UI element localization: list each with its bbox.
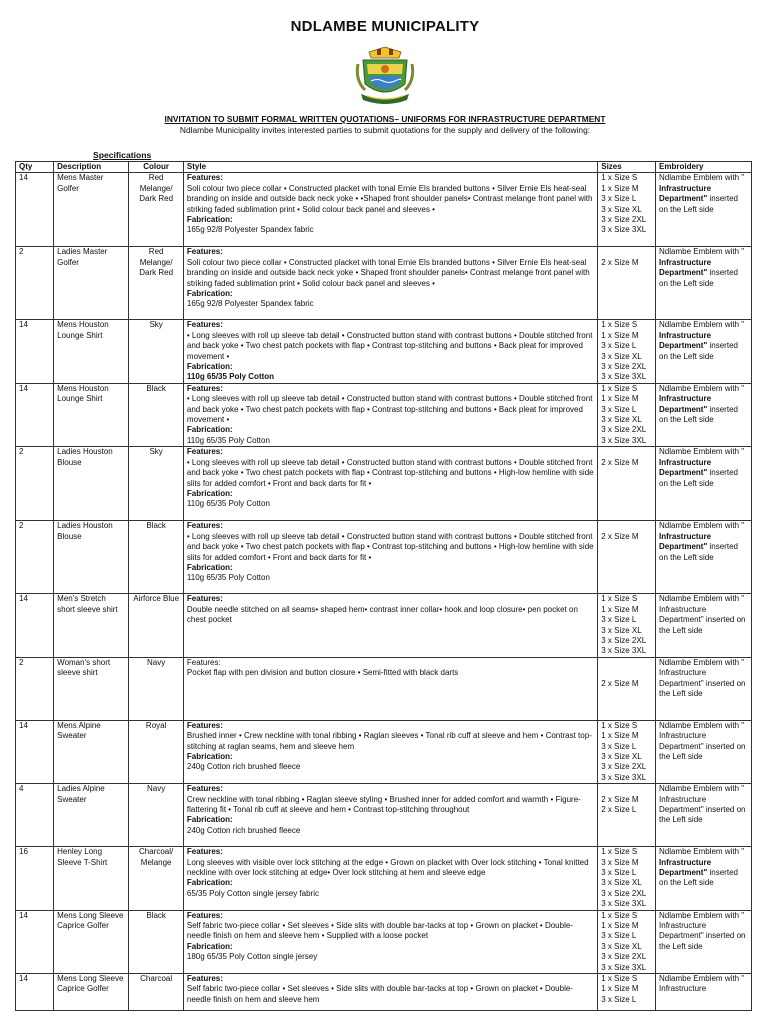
- style-text: Double needle stitched on all seams• shaped hem• contrast inner collar• hook and loop closure• pen pocket on chest pocket: [186, 604, 578, 625]
- size-line: 3 x Size L: [601, 341, 637, 351]
- fabrication-label: Fabrication:: [186, 362, 233, 372]
- table-row: [16, 784, 752, 847]
- description-cell: Men's Stretch short sleeve shirt: [54, 594, 129, 657]
- size-line: 1 x Size S: [601, 720, 638, 730]
- size-line: 3 x Size 3XL: [601, 435, 647, 445]
- header-qty: Qty: [16, 162, 54, 173]
- size-line: 3 x Size 3XL: [601, 646, 647, 656]
- intro-text: Ndlambe Municipality invites interested parties to submit quotations for the supply and delivery of the following:: [179, 125, 591, 135]
- embroidery-department: Infrastructure Department": [659, 604, 707, 625]
- page-title: NDLAMBE MUNICIPALITY: [290, 18, 480, 35]
- size-line: 3 x Size 2XL: [601, 888, 647, 898]
- header-description: Description: [54, 162, 129, 173]
- size-line: 3 x Size 2XL: [601, 952, 647, 962]
- style-cell: [183, 657, 597, 720]
- style-text: Pocket flap with pen division and button closure • Semi-fitted with black darts: [186, 668, 459, 678]
- description-cell: Mens Master Golfer: [54, 173, 129, 247]
- fabrication-label: Fabrication:: [186, 815, 233, 825]
- fabrication-label: Fabrication:: [186, 425, 233, 435]
- embroidery-prefix: Ndlambe Emblem with ": [659, 594, 745, 604]
- embroidery-placement: inserted on the Left side: [659, 615, 746, 635]
- colour-cell: Royal: [129, 720, 184, 783]
- style-cell: [183, 247, 597, 320]
- description-cell: Ladies Alpine Sweater: [54, 784, 129, 847]
- size-line: 3 x Size 2XL: [601, 762, 647, 772]
- qty-cell: 14: [16, 320, 54, 383]
- colour-cell: Red Melange/ Dark Red: [129, 247, 184, 320]
- qty-cell: 14: [16, 173, 54, 247]
- embroidery-cell: [656, 383, 752, 446]
- colour-cell: Black: [129, 910, 184, 973]
- embroidery-placement: inserted on the Left side: [659, 404, 738, 425]
- colour-cell: Black: [129, 521, 184, 594]
- size-line: 1 x Size M: [601, 984, 639, 994]
- description-cell: Ladies Houston Blouse: [54, 521, 129, 594]
- size-line: 3 x Size L: [601, 994, 637, 1004]
- size-line: 3 x Size XL: [601, 415, 642, 425]
- embroidery-cell: [656, 910, 752, 973]
- style-text: • Long sleeves with roll up sleeve tab detail • Constructed button stand with contrast buttons • Double stitched front and back yoke • Two chest patch pockets with flap • Contrast top-stitching and buttons • Back pleat for improved movement •: [186, 394, 593, 425]
- header-colour: Colour: [129, 162, 184, 173]
- sizes-cell: [598, 521, 656, 594]
- size-line: 1 x Size S: [601, 594, 638, 604]
- size-line: 3 x Size L: [601, 867, 637, 877]
- qty-cell: 14: [16, 383, 54, 446]
- style-text: • Long sleeves with roll up sleeve tab detail • Constructed button stand with contrast buttons • Double stitched front and back yoke • Two chest patch pockets with flap • Contrast top-stitching and buttons • Back pleat for improved movement •: [186, 330, 593, 361]
- description-cell: Henley Long Sleeve T-Shirt: [54, 847, 129, 910]
- style-text: • Long sleeves with roll up sleeve tab detail • Constructed button stand with contrast buttons • Double stitched front and back yoke • Two chest patch pockets with flap • Contrast top-stitching and buttons • High-low hemline with side slits for added comfort • Front and back darts for fit •: [186, 457, 594, 488]
- style-cell: [183, 720, 597, 783]
- description-cell: Mens Houston Lounge Shirt: [54, 383, 129, 446]
- size-line: 1 x Size S: [601, 910, 638, 920]
- embroidery-prefix: Ndlambe Emblem with ": [659, 521, 745, 531]
- size-line: 1 x Size S: [601, 974, 638, 984]
- header-style: Style: [183, 162, 597, 173]
- table-header-row: [16, 162, 752, 173]
- size-line: 3 x Size 3XL: [601, 225, 647, 235]
- colour-cell: Sky: [129, 320, 184, 383]
- sizes-cell: [598, 320, 656, 383]
- sizes-cell: [598, 974, 656, 1011]
- features-label: Features:: [186, 173, 223, 183]
- sizes-cell: [598, 594, 656, 657]
- sizes-cell: [598, 847, 656, 910]
- colour-cell: Navy: [129, 657, 184, 720]
- qty-cell: 2: [16, 447, 54, 521]
- table-row: [16, 594, 752, 657]
- style-cell: [183, 320, 597, 383]
- sizes-cell: [598, 784, 656, 847]
- features-label: Features:: [186, 594, 223, 604]
- qty-cell: 4: [16, 784, 54, 847]
- embroidery-department: Infrastructure Department": [659, 921, 707, 941]
- size-line: 3 x Size XL: [601, 878, 642, 888]
- embroidery-cell: [656, 784, 752, 847]
- size-line: 1 x Size M: [601, 330, 639, 340]
- size-line: 1 x Size M: [601, 731, 639, 741]
- features-label: Features:: [186, 974, 223, 984]
- size-line: 1 x Size S: [601, 320, 638, 330]
- table-row: [16, 847, 752, 910]
- embroidery-prefix: Ndlambe Emblem with ": [659, 847, 745, 857]
- size-line: 2 x Size M: [601, 678, 639, 688]
- size-line: 1 x Size M: [601, 183, 639, 193]
- size-line: 2 x Size M: [601, 794, 639, 804]
- embroidery-department: Infrastructure Department": [659, 731, 707, 751]
- features-label: Features:: [186, 247, 223, 257]
- size-line: 3 x Size XL: [601, 941, 642, 951]
- table-row: [16, 320, 752, 383]
- style-cell: [183, 974, 597, 1011]
- embroidery-department: Infrastructure Department": [659, 857, 712, 877]
- table-row: [16, 720, 752, 783]
- size-line: 3 x Size 3XL: [601, 962, 647, 972]
- fabrication-label: Fabrication:: [186, 215, 233, 225]
- embroidery-prefix: Ndlambe Emblem with ": [659, 974, 745, 984]
- sizes-cell: [598, 173, 656, 247]
- size-line: 3 x Size L: [601, 194, 637, 204]
- municipal-coat-of-arms-logo: [355, 46, 415, 108]
- embroidery-placement: inserted on the Left side: [659, 931, 746, 951]
- size-line: 3 x Size L: [601, 615, 637, 625]
- embroidery-prefix: Ndlambe Emblem with ": [659, 657, 745, 667]
- embroidery-prefix: Ndlambe Emblem with ": [659, 173, 745, 183]
- table-row: [16, 173, 752, 247]
- features-label: Features:: [186, 910, 223, 920]
- qty-cell: 2: [16, 657, 54, 720]
- qty-cell: 16: [16, 847, 54, 910]
- embroidery-department: Infrastructure Department": [659, 531, 712, 552]
- sizes-cell: [598, 910, 656, 973]
- embroidery-cell: [656, 657, 752, 720]
- size-line: 3 x Size L: [601, 741, 637, 751]
- size-line: 3 x Size 2XL: [601, 635, 647, 645]
- qty-cell: 14: [16, 594, 54, 657]
- size-line: 3 x Size 2XL: [601, 425, 647, 435]
- style-cell: [183, 847, 597, 910]
- size-line: 2 x Size L: [601, 804, 637, 814]
- size-line: 3 x Size 2XL: [601, 215, 647, 225]
- embroidery-prefix: Ndlambe Emblem with ": [659, 910, 745, 920]
- size-line: 1 x Size S: [601, 173, 638, 183]
- features-label: Features:: [186, 447, 223, 457]
- features-label: Features:: [186, 320, 223, 330]
- embroidery-cell: [656, 974, 752, 1011]
- embroidery-placement: inserted on the Left side: [659, 867, 738, 888]
- qty-cell: 2: [16, 521, 54, 594]
- qty-cell: 14: [16, 974, 54, 1011]
- embroidery-placement: inserted on the Left side: [659, 804, 746, 825]
- fabric-text: 180g 65/35 Poly Cotton single jersey: [186, 952, 318, 962]
- size-line: 3 x Size XL: [601, 351, 642, 361]
- size-line: 3 x Size M: [601, 857, 639, 867]
- embroidery-cell: [656, 320, 752, 383]
- sizes-cell: [598, 657, 656, 720]
- embroidery-department: Infrastructure Department": [659, 457, 712, 478]
- size-line: 2 x Size M: [601, 257, 639, 267]
- table-row: [16, 447, 752, 521]
- style-cell: [183, 383, 597, 446]
- style-cell: [183, 173, 597, 247]
- embroidery-placement: inserted on the Left side: [659, 468, 738, 488]
- fabrication-label: Fabrication:: [186, 488, 233, 498]
- size-line: 3 x Size XL: [601, 751, 642, 761]
- style-cell: [183, 521, 597, 594]
- colour-cell: Navy: [129, 784, 184, 847]
- embroidery-department: Infrastructure Department": [659, 794, 707, 814]
- colour-cell: Airforce Blue: [129, 594, 184, 657]
- invitation-heading: INVITATION TO SUBMIT FORMAL WRITTEN QUOTATIONS– UNIFORMS FOR INFRASTRUCTURE DEPARTMENT: [164, 114, 606, 124]
- qty-cell: 2: [16, 247, 54, 320]
- embroidery-placement: inserted on the Left side: [659, 678, 746, 698]
- size-line: 2 x Size M: [601, 457, 639, 467]
- fabrication-label: Fabrication:: [186, 941, 233, 951]
- table-row: [16, 974, 752, 1011]
- embroidery-department: Infrastructure: [659, 984, 707, 994]
- embroidery-cell: [656, 594, 752, 657]
- embroidery-prefix: Ndlambe Emblem with ": [659, 320, 745, 330]
- size-line: 1 x Size S: [601, 847, 638, 857]
- colour-cell: Red Melange/ Dark Red: [129, 173, 184, 247]
- table-row: [16, 521, 752, 594]
- size-line: 3 x Size L: [601, 931, 637, 941]
- embroidery-placement: inserted on the Left side: [659, 194, 738, 214]
- fabrication-label: Fabrication:: [186, 562, 233, 572]
- embroidery-prefix: Ndlambe Emblem with ": [659, 784, 745, 794]
- embroidery-cell: [656, 447, 752, 521]
- sizes-cell: [598, 383, 656, 446]
- colour-cell: Charcoal: [129, 974, 184, 1011]
- embroidery-cell: [656, 720, 752, 783]
- table-row: [16, 247, 752, 320]
- description-cell: Ladies Master Golfer: [54, 247, 129, 320]
- description-cell: Mens Long Sleeve Caprice Golfer: [54, 974, 129, 1011]
- size-line: 1 x Size M: [601, 921, 639, 930]
- features-label: Features:: [186, 847, 223, 857]
- embroidery-cell: [656, 521, 752, 594]
- embroidery-department: Infrastructure Department": [659, 330, 712, 351]
- sizes-cell: [598, 247, 656, 320]
- embroidery-department: Infrastructure Department": [659, 394, 712, 414]
- fabric-text: 110g 65/35 Poly Cotton: [186, 573, 270, 583]
- header-embroidery: Embroidery: [656, 162, 752, 173]
- qty-cell: 14: [16, 720, 54, 783]
- style-text: Self fabric two-piece collar • Set sleeves • Side slits with double bar-tacks at top • Grown on placket • Double-needle finish on hem and sleeve hem • Supplied with a loose pocket: [186, 921, 573, 941]
- sizes-cell: [598, 447, 656, 521]
- embroidery-department: Infrastructure Department": [659, 668, 707, 688]
- embroidery-prefix: Ndlambe Emblem with ": [659, 447, 745, 457]
- fabric-text: 240g Cotton rich brushed fleece: [186, 762, 301, 772]
- features-label: Features:: [186, 720, 223, 730]
- style-cell: [183, 594, 597, 657]
- specifications-heading: Specifications: [93, 150, 152, 160]
- colour-cell: Black: [129, 383, 184, 446]
- fabric-text: 110g 65/35 Poly Cotton: [186, 372, 275, 382]
- style-text: Crew neckline with tonal ribbing • Raglan sleeve styling • Brushed inner for added comfort and warmth • Figure-flattering fit • Tonal rib cuff at sleeve and hem • Contrast top-stitching throughout: [186, 794, 581, 814]
- fabric-text: 165g 92/8 Polyester Spandex fabric: [186, 299, 314, 309]
- fabric-text: 65/35 Poly Cotton single jersey fabric: [186, 888, 319, 898]
- specifications-table: [15, 161, 752, 1011]
- fabrication-label: Fabrication:: [186, 751, 233, 761]
- size-line: 3 x Size 2XL: [601, 362, 647, 372]
- embroidery-department: Infrastructure Department": [659, 183, 712, 204]
- table-row: [16, 383, 752, 446]
- embroidery-cell: [656, 247, 752, 320]
- fabric-text: 165g 92/8 Polyester Spandex fabric: [186, 225, 314, 235]
- qty-cell: 14: [16, 910, 54, 973]
- size-line: 3 x Size 3XL: [601, 772, 647, 782]
- description-cell: Mens Alpine Sweater: [54, 720, 129, 783]
- style-cell: [183, 784, 597, 847]
- features-label: Features:: [186, 383, 223, 393]
- style-text: • Long sleeves with roll up sleeve tab detail • Constructed button stand with contrast buttons • Double stitched front and back yoke • Two chest patch pockets with flap • Contrast top-stitching and buttons • High-low hemline with side slits for added comfort • Front and back darts for fit •: [186, 531, 594, 562]
- embroidery-placement: inserted on the Left side: [659, 341, 738, 361]
- style-text: Self fabric two-piece collar • Set sleeves • Side slits with double bar-tacks at top • Grown on placket • Double-needle finish on hem and sleeve hem: [186, 984, 573, 1004]
- embroidery-prefix: Ndlambe Emblem with ": [659, 720, 745, 730]
- features-label: Features:: [186, 657, 221, 667]
- size-line: 3 x Size 3XL: [601, 372, 647, 382]
- table-row: [16, 910, 752, 973]
- style-cell: [183, 910, 597, 973]
- fabrication-label: Fabrication:: [186, 289, 233, 299]
- fabrication-label: Fabrication:: [186, 878, 233, 888]
- style-text: Soli colour two piece collar • Constructed placket with tonal Ernie Els branded buttons • Silver Ernie Els heat-seal branding on inside and outside back neck yoke • •Shaped front shoulder panels• Contrast melange front panel with striking faded sublimation print • Solid colour back panel and sleeves •: [186, 183, 593, 214]
- size-line: 3 x Size L: [601, 404, 637, 414]
- embroidery-placement: inserted on the Left side: [659, 268, 738, 288]
- colour-cell: Charcoal/ Melange: [129, 847, 184, 910]
- size-line: 1 x Size M: [601, 394, 639, 404]
- embroidery-prefix: Ndlambe Emblem with ": [659, 383, 745, 393]
- embroidery-placement: inserted on the Left side: [659, 542, 738, 562]
- colour-cell: Sky: [129, 447, 184, 521]
- features-label: Features:: [186, 521, 223, 531]
- table-row: [16, 657, 752, 720]
- description-cell: Ladies Houston Blouse: [54, 447, 129, 521]
- size-line: 3 x Size 3XL: [601, 899, 647, 909]
- sizes-cell: [598, 720, 656, 783]
- size-line: 1 x Size M: [601, 604, 639, 614]
- embroidery-cell: [656, 173, 752, 247]
- style-text: Soli colour two piece collar • Constructed placket with tonal Ernie Els branded buttons • Silver Ernie Els heat-seal branding on inside and outside back neck yoke • Shaped front shoulder panels• Contrast melange front panel with striking faded sublimation print • Solid colour back panel and sleeves •: [186, 257, 590, 288]
- embroidery-placement: inserted on the Left side: [659, 741, 746, 761]
- embroidery-cell: [656, 847, 752, 910]
- size-line: 3 x Size XL: [601, 625, 642, 635]
- size-line: 1 x Size S: [601, 383, 638, 393]
- style-text: Long sleeves with visible over lock stitching at the edge • Grown on placket with Over lock stitching • Tonal knitted neckline with over lock stitching at edge• Over lock stitching at hem and sleeve edge: [186, 857, 589, 877]
- fabric-text: 240g Cotton rich brushed fleece: [186, 825, 301, 835]
- features-label: Features:: [186, 784, 223, 794]
- description-cell: Woman's short sleeve shirt: [54, 657, 129, 720]
- size-line: 3 x Size XL: [601, 204, 642, 214]
- fabric-text: 110g 65/35 Poly Cotton: [186, 499, 270, 509]
- header-sizes: Sizes: [598, 162, 656, 173]
- style-text: Brushed inner • Crew neckline with tonal ribbing • Raglan sleeves • Tonal rib cuff at sleeve and hem • Contrast top-stitching at raglan seams, hem and sleeve hem: [186, 731, 592, 751]
- embroidery-prefix: Ndlambe Emblem with ": [659, 247, 745, 257]
- embroidery-department: Infrastructure Department": [659, 257, 712, 278]
- size-line: 2 x Size M: [601, 531, 639, 541]
- description-cell: Mens Long Sleeve Caprice Golfer: [54, 910, 129, 973]
- description-cell: Mens Houston Lounge Shirt: [54, 320, 129, 383]
- fabric-text: 110g 65/35 Poly Cotton: [186, 435, 270, 445]
- style-cell: [183, 447, 597, 521]
